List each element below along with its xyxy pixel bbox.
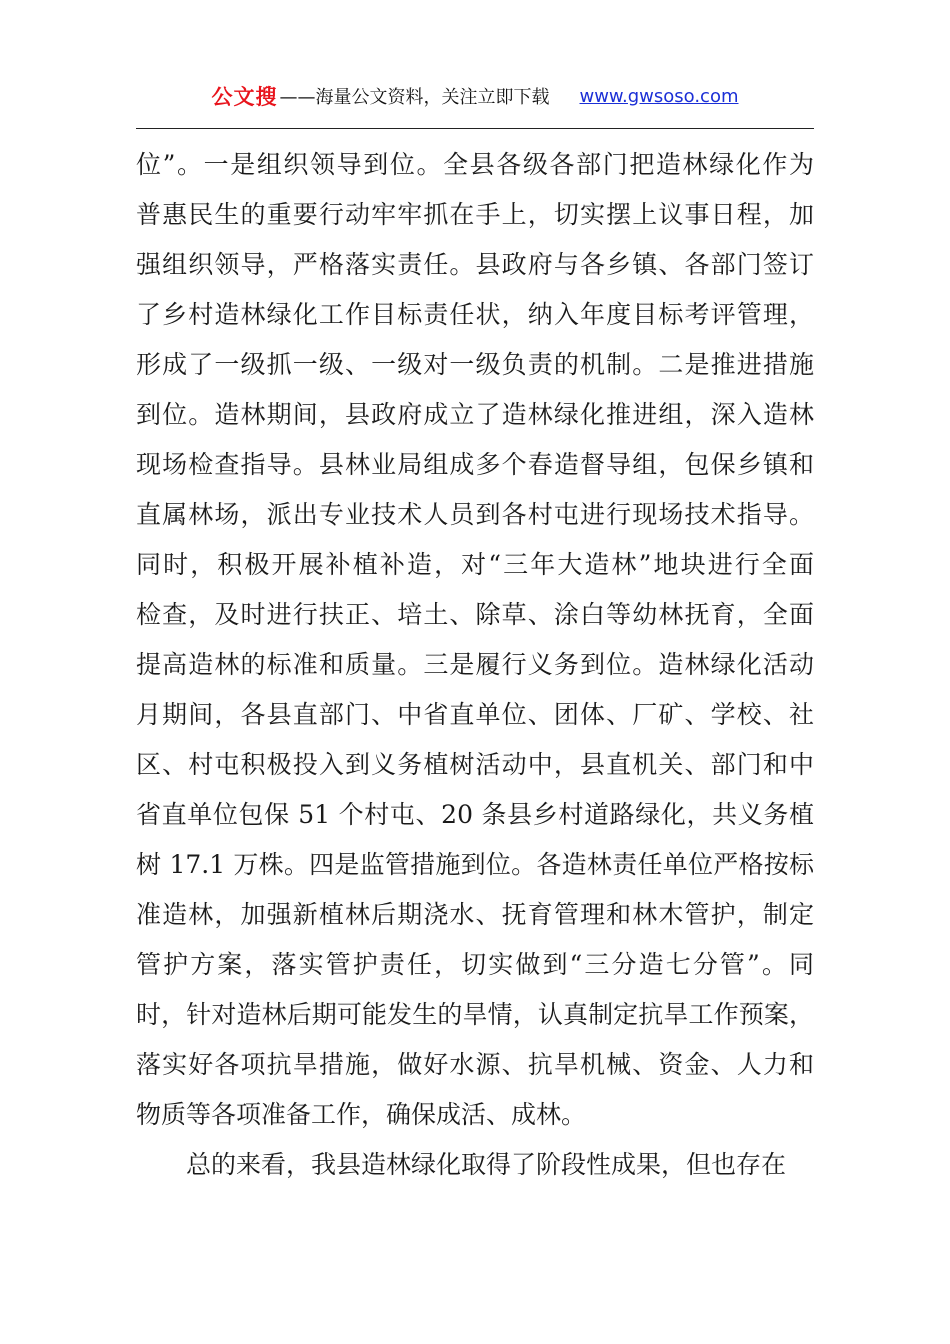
brand-logo-text[interactable]: 公文搜 (211, 85, 278, 109)
paragraph-line: 准造林，加强新植林后期浇水、抚育管理和林木管护，制定 (136, 900, 814, 929)
paragraph-line: 总的来看，我县造林绿化取得了阶段性成果，但也存在 (186, 1150, 787, 1179)
paragraph-line: 区、村屯积极投入到义务植树活动中，县直机关、部门和中 (136, 750, 814, 779)
paragraph-line: 省直单位包保 51 个村屯、20 条县乡村道路绿化，共义务植 (136, 800, 814, 829)
paragraph-line: 提高造林的标准和质量。三是履行义务到位。造林绿化活动 (136, 650, 814, 679)
paragraph-line: 时，针对造林后期可能发生的旱情，认真制定抗旱工作预案， (136, 1000, 814, 1029)
paragraph-line: 树 17.1 万株。四是监管措施到位。各造林责任单位严格按标 (136, 850, 814, 879)
page-header (136, 80, 814, 112)
paragraph-line: 到位。造林期间，县政府成立了造林绿化推进组，深入造林 (136, 400, 814, 429)
paragraph-line: 直属林场，派出专业技术人员到各村屯进行现场技术指导。 (136, 500, 814, 529)
header-divider (136, 128, 814, 129)
paragraph-line: 月期间，各县直部门、中省直单位、团体、厂矿、学校、社 (136, 700, 814, 729)
paragraph-line: 现场检查指导。县林业局组成多个春造督导组，包保乡镇和 (136, 450, 814, 479)
paragraph-line: 位”。一是组织领导到位。全县各级各部门把造林绿化作为 (136, 150, 814, 179)
paragraph-line: 落实好各项抗旱措施，做好水源、抗旱机械、资金、人力和 (136, 1050, 814, 1079)
paragraph-line: 同时，积极开展补植补造，对“三年大造林”地块进行全面 (136, 550, 814, 579)
document-body (136, 140, 814, 1190)
site-url-link[interactable]: www.gwsoso.com (579, 85, 739, 107)
paragraph-line: 形成了一级抓一级、一级对一级负责的机制。二是推进措施 (136, 350, 814, 379)
paragraph-line: 了乡村造林绿化工作目标责任状，纳入年度目标考评管理， (136, 300, 814, 329)
paragraph-line: 检查，及时进行扶正、培土、除草、涂白等幼林抚育，全面 (136, 600, 814, 629)
paragraph-line: 强组织领导，严格落实责任。县政府与各乡镇、各部门签订 (136, 250, 814, 279)
paragraph-line: 普惠民生的重要行动牢牢抓在手上，切实摆上议事日程，加 (136, 200, 814, 229)
paragraph-line: 物质等各项准备工作，确保成活、成林。 (136, 1100, 587, 1129)
paragraph-line: 管护方案，落实管护责任，切实做到“三分造七分管”。同 (136, 950, 814, 979)
header-tagline: ——海量公文资料，关注立即下载 (279, 87, 550, 108)
